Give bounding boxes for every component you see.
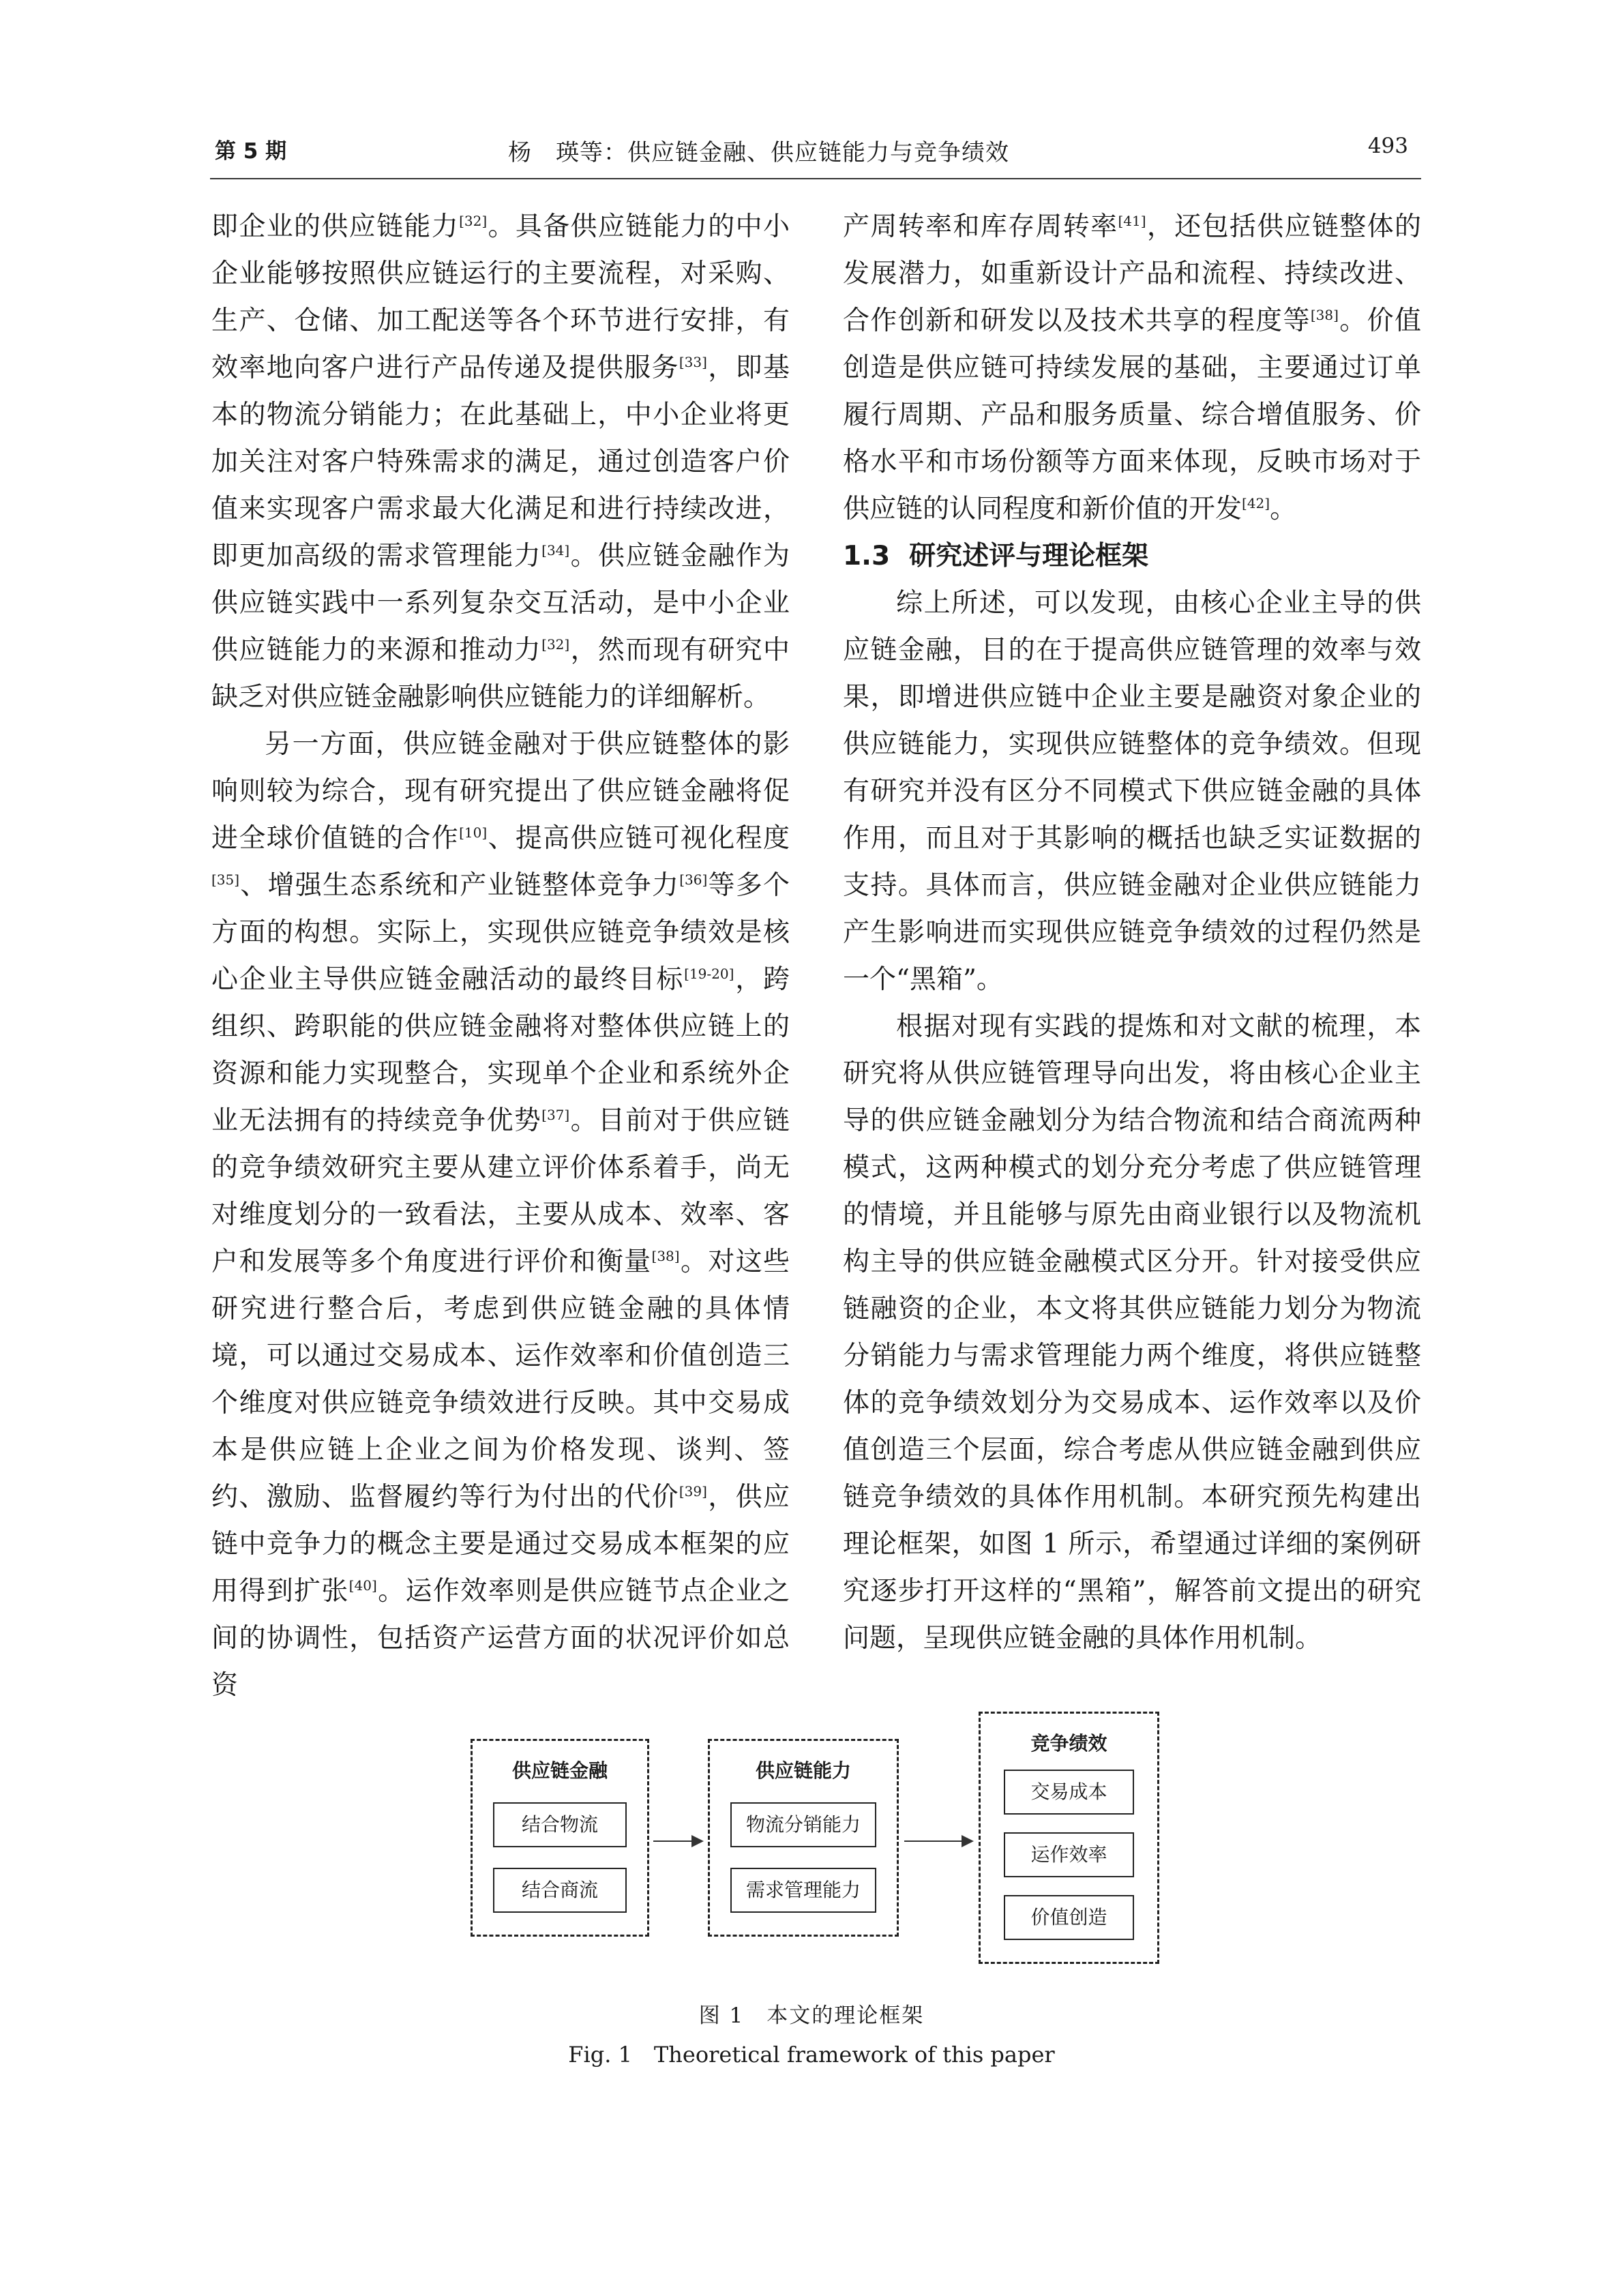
page-number: 493 bbox=[1367, 134, 1408, 158]
box-item: 交易成本 bbox=[1004, 1770, 1134, 1815]
citation: [38] bbox=[1310, 307, 1339, 323]
citation: [36] bbox=[679, 871, 708, 888]
competitive-performance-box bbox=[979, 1712, 1159, 1964]
citation: [42] bbox=[1242, 495, 1270, 511]
box-item: 价值创造 bbox=[1004, 1895, 1134, 1940]
citation: [37] bbox=[541, 1107, 570, 1123]
box-item: 运作效率 bbox=[1004, 1832, 1134, 1877]
box-title: 竞争绩效 bbox=[1030, 1732, 1107, 1755]
citation: [32] bbox=[459, 213, 488, 229]
section-heading bbox=[843, 533, 1421, 580]
box-item: 结合商流 bbox=[493, 1868, 627, 1913]
paragraph: 产周转率和库存周转率[41]，还包括供应链整体的发展潜力，如重新设计产品和流程、持续改进、合作创新和研发以及技术共享的程度等[38]。价值创造是供应链可持续发展的基础，主要通过订单履行周期、产品和服务质量、综合增值服务、价格水平和市场份额等方面来体现，反映市场对于供应链的认同程度和新价值的开发[42]。 bbox=[843, 211, 1421, 524]
citation: [35] bbox=[211, 871, 240, 888]
citation: [33] bbox=[679, 354, 707, 370]
citation: [39] bbox=[679, 1483, 707, 1500]
paragraph: 另一方面，供应链金融对于供应链整体的影响则较为综合，现有研究提出了供应链金融将促进全球价值链的合作[10]、提高供应链可视化程度[35]、增强生态系统和产业链整体竞争力[36]等多个方面的构想。实际上，实现供应链竞争绩效是核心企业主导供应链金融活动的最终目标[19-20]，跨组织、跨职能的供应链金融将对整体供应链上的资源和能力实现整合，实现单个企业和系统外企业无法拥有的持续竞争优势[37]。目前对于供应链的竞争绩效研究主要从建立评价体系着手，尚无对维度划分的一致看法，主要从成本、效率、客户和发展等多个角度进行评价和衡量[38]。对这些研究进行整合后，考虑到供应链金融的具体情境，可以通过交易成本、运作效率和价值创造三个维度对供应链竞争绩效进行反映。其中交易成本是供应链上企业之间为价格发现、谈判、签约、激励、监督履约等行为付出的代价[39]，供应链中竞争力的概念主要是通过交易成本框架的应用得到扩张[40]。运作效率则是供应链节点企业之间的协调性，包括资产运营方面的状况评价如总资 bbox=[211, 729, 790, 1701]
citation: [19-20] bbox=[684, 966, 734, 982]
right-column bbox=[843, 203, 1421, 1662]
citation: [40] bbox=[348, 1577, 377, 1594]
paragraph: 根据对现有实践的提炼和对文献的梳理，本研究将从供应链管理导向出发，将由核心企业主导的供应链金融划分为结合物流和结合商流两种模式，这两种模式的划分充分考虑了供应链管理的情境，并且能够与原先由商业银行以及物流机构主导的供应链金融模式区分开。针对接受供应链融资的企业，本文将其供应链能力划分为物流分销能力与需求管理能力两个维度，将供应链整体的竞争绩效划分为交易成本、运作效率以及价值创造三个层面，综合考虑从供应链金融到供应链竞争绩效的具体作用机制。本研究预先构建出理论框架，如图 1 所示，希望通过详细的案例研究逐步打开这样的“黑箱”，解答前文提出的研究问题，呈现供应链金融的具体作用机制。 bbox=[843, 1011, 1421, 1654]
citation: [41] bbox=[1118, 213, 1146, 229]
citation: [32] bbox=[541, 636, 570, 653]
figure-caption-zh: 图 1 本文的理论框架 bbox=[698, 2003, 925, 2028]
arrow-right-icon bbox=[653, 1840, 702, 1842]
figure-caption-en: Fig. 1 Theoretical framework of this paper bbox=[568, 2042, 1055, 2068]
box-item: 物流分销能力 bbox=[730, 1802, 876, 1847]
running-title: 杨 瑛等：供应链金融、供应链能力与竞争绩效 bbox=[508, 139, 1009, 166]
header-rule bbox=[210, 178, 1421, 179]
left-column bbox=[211, 203, 790, 1709]
arrow-right-icon bbox=[904, 1840, 972, 1842]
box-item: 需求管理能力 bbox=[730, 1868, 876, 1913]
citation: [34] bbox=[541, 542, 570, 558]
paragraph: 即企业的供应链能力[32]。具备供应链能力的中小企业能够按照供应链运行的主要流程，对采购、生产、仓储、加工配送等各个环节进行安排，有效率地向客户进行产品传递及提供服务[33]，即基本的物流分销能力；在此基础上，中小企业将更加关注对客户特殊需求的满足，通过创造客户价值来实现客户需求最大化满足和进行持续改进，即更加高级的需求管理能力[34]。供应链金融作为供应链实践中一系列复杂交互活动，是中小企业供应链能力的来源和推动力[32]，然而现有研究中缺乏对供应链金融影响供应链能力的详细解析。 bbox=[211, 211, 790, 713]
box-title: 供应链金融 bbox=[511, 1759, 608, 1782]
section-number: 1.3 bbox=[843, 541, 891, 571]
journal-issue: 第 5 期 bbox=[215, 139, 287, 164]
framework-figure bbox=[471, 1712, 1159, 1964]
paragraph: 综上所述，可以发现，由核心企业主导的供应链金融，目的在于提高供应链管理的效率与效果，即增进供应链中企业主要是融资对象企业的供应链能力，实现供应链整体的竞争绩效。但现有研究并没有区分不同模式下供应链金融的具体作用，而且对于其影响的概括也缺乏实证数据的支持。具体而言，供应链金融对企业供应链能力产生影响进而实现供应链竞争绩效的过程仍然是一个“黑箱”。 bbox=[843, 588, 1421, 995]
supply-chain-capability-box bbox=[708, 1739, 899, 1937]
box-item: 结合物流 bbox=[493, 1802, 627, 1847]
section-title: 研究述评与理论框架 bbox=[909, 541, 1149, 571]
citation: [38] bbox=[651, 1248, 680, 1264]
supply-chain-finance-box bbox=[471, 1739, 649, 1937]
box-title: 供应链能力 bbox=[755, 1759, 851, 1782]
citation: [10] bbox=[459, 824, 488, 841]
